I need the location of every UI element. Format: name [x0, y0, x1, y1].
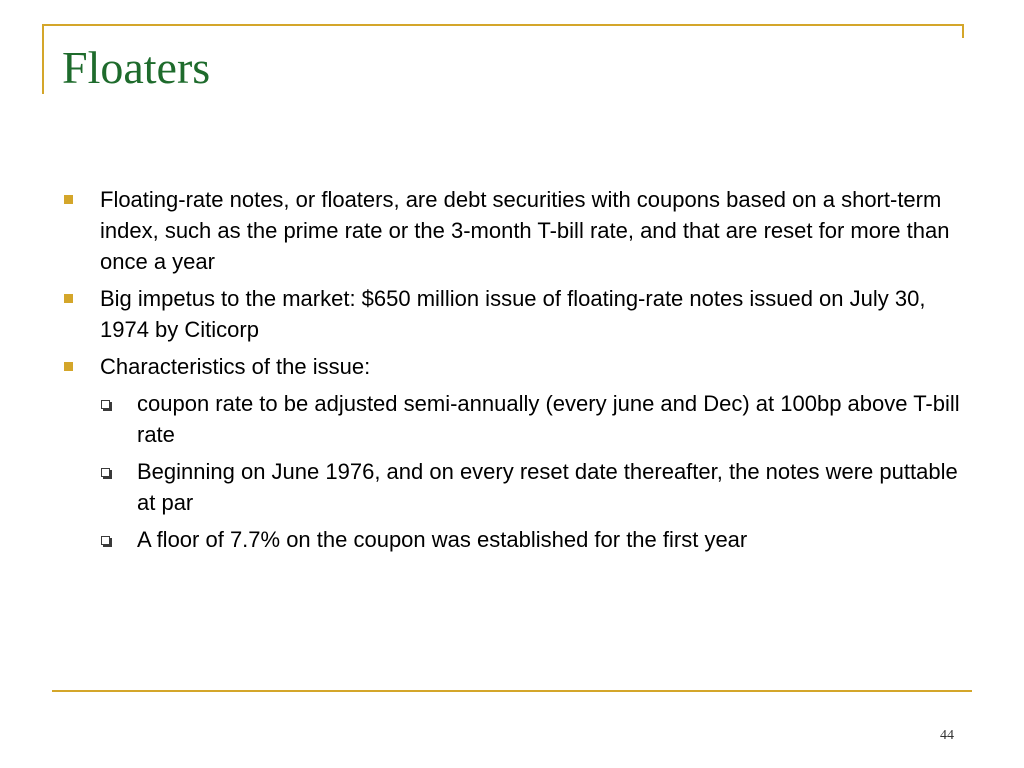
subbullet-item: [62, 388, 962, 450]
frame-left-rule: [42, 24, 44, 94]
bullet-text: Floating-rate notes, or floaters, are debt securities with coupons based on a short-term index, such as the prime rate or the 3-month T-bill rate, and that are reset for more than once a year: [100, 187, 950, 274]
square-bullet-icon: [64, 294, 73, 303]
bullet-text: Big impetus to the market: $650 million issue of floating-rate notes issued on July 30, 1974 by Citicorp: [100, 286, 926, 342]
frame-top-rule: [42, 24, 964, 26]
bullet-text: Characteristics of the issue:: [100, 354, 371, 379]
slide-content: [62, 184, 962, 561]
square-bullet-icon: [64, 195, 73, 204]
subbullet-text: A floor of 7.7% on the coupon was established for the first year: [137, 527, 748, 552]
subbullet-item: [62, 524, 962, 555]
bullet-item: [62, 351, 962, 382]
subbullet-text: Beginning on June 1976, and on every reset date thereafter, the notes were puttable at par: [137, 459, 958, 515]
subbullet-item: [62, 456, 962, 518]
hollow-square-bullet-icon: [101, 468, 110, 477]
bullet-item: [62, 184, 962, 277]
hollow-square-bullet-icon: [101, 536, 110, 545]
square-bullet-icon: [64, 362, 73, 371]
subbullet-text: coupon rate to be adjusted semi-annually (every june and Dec) at 100bp above T-bill rate: [137, 391, 960, 447]
slide-title: Floaters: [62, 42, 211, 93]
bullet-item: [62, 283, 962, 345]
hollow-square-bullet-icon: [101, 400, 110, 409]
page-number: 44: [940, 728, 954, 743]
frame-right-rule: [962, 24, 964, 38]
footer-rule: [52, 690, 972, 692]
